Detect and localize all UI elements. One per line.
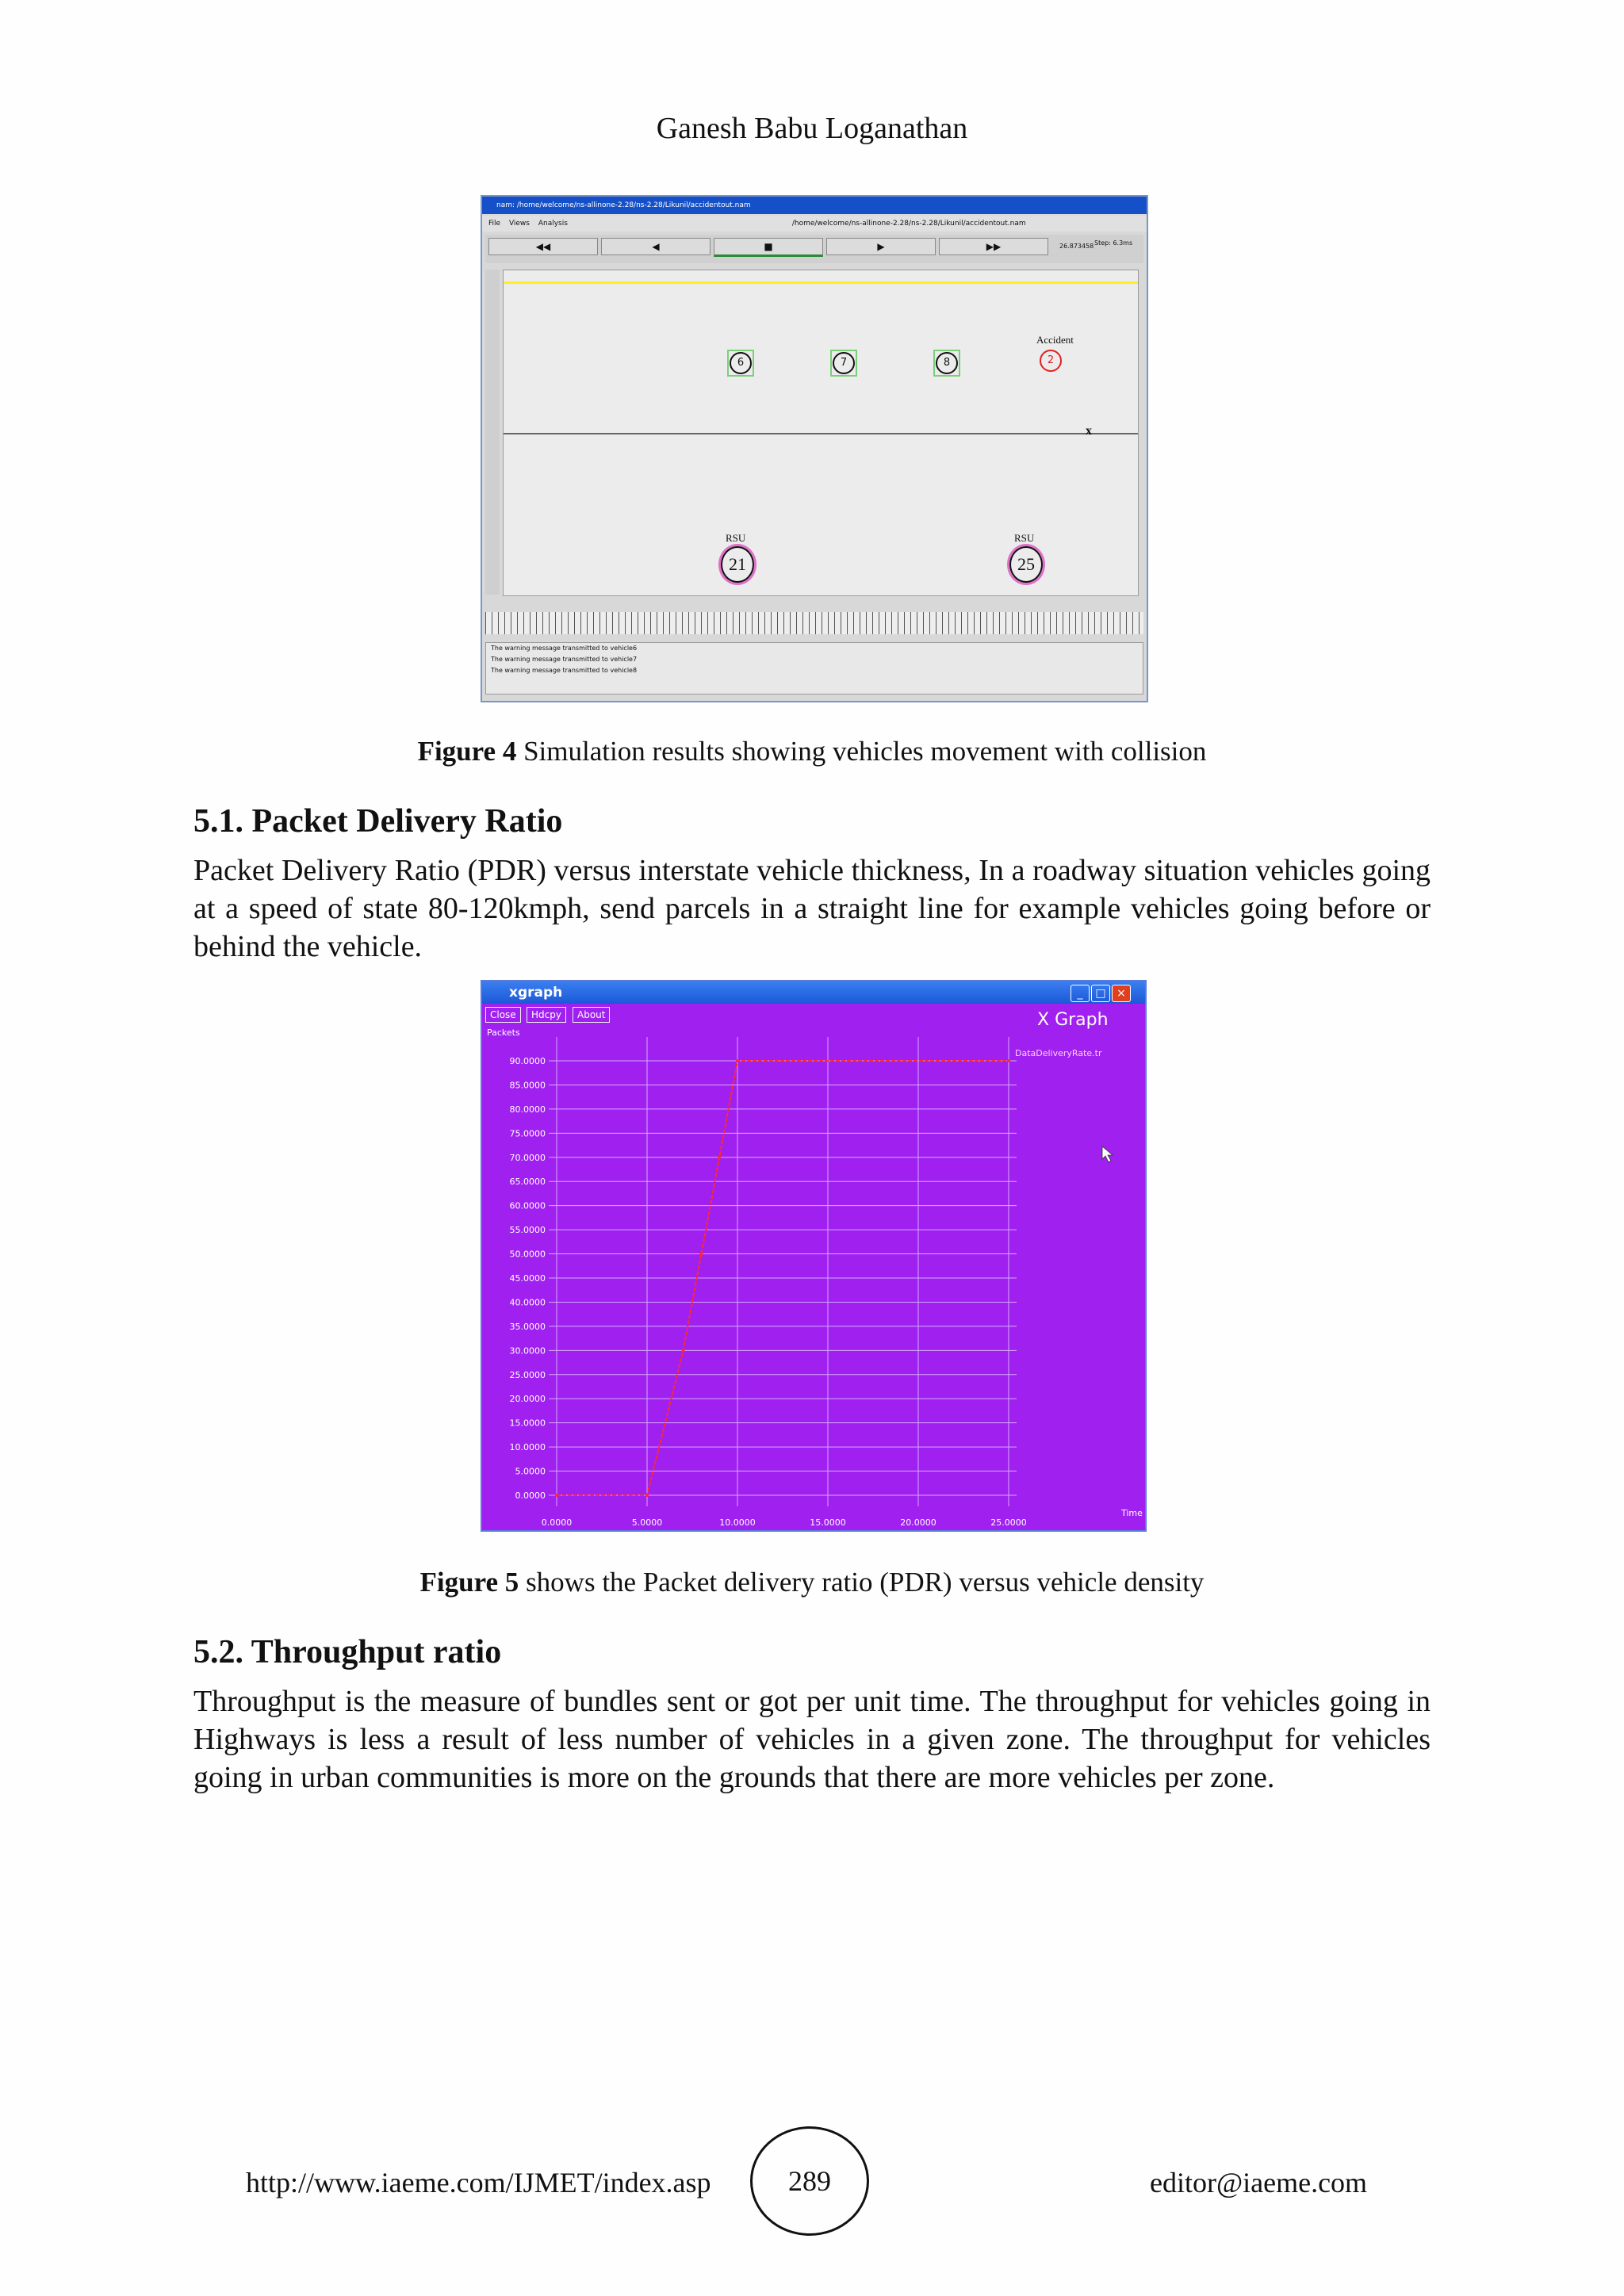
y-tick-label: 40.0000 [509,1297,546,1308]
road-boundary-top [504,281,1138,284]
stop-button[interactable]: ■ [714,238,823,257]
nam-file-path: /home/welcome/ns-allinone-2.28/ns-2.28/Likunil/accidentout.nam [791,220,1026,228]
y-tick-label: 15.0000 [509,1418,546,1429]
xgraph-title: xgraph [509,985,563,1001]
data-point [718,1156,721,1159]
y-tick-label: 10.0000 [509,1442,546,1453]
vehicle-node[interactable]: 7 [833,352,855,374]
x-tick-label: 20.0000 [900,1517,936,1528]
road-divider [504,433,1138,434]
fast-forward-button[interactable]: ▶▶ [939,238,1048,255]
y-tick-label: 50.0000 [509,1249,546,1260]
y-tick-label: 85.0000 [509,1080,546,1091]
running-header: Ganesh Babu Loganathan [656,112,968,145]
pdr-chart [482,982,1145,1530]
rsu-node[interactable]: 21 [721,546,754,583]
time-readout: 26.873458 [1059,243,1094,250]
close-button[interactable]: Close [485,1007,521,1023]
nam-side-tools[interactable] [485,270,500,595]
rsu-node[interactable]: 25 [1009,546,1043,583]
section-5-1-heading: 5.1. Packet Delivery Ratio [193,803,563,840]
maximize-icon[interactable]: □ [1091,985,1110,1002]
log-line: The warning message transmitted to vehicle7 [491,656,638,663]
x-tick-label: 0.0000 [541,1517,573,1528]
footer-email[interactable]: editor@iaeme.com [1150,2167,1368,2198]
rsu-label: RSU [726,532,746,544]
data-point [645,1494,649,1497]
page-number: 289 [750,2126,869,2236]
y-tick-label: 20.0000 [509,1394,546,1405]
legend-label: DataDeliveryRate.tr [1015,1048,1102,1058]
data-point [699,1253,703,1256]
y-tick-label: 25.0000 [509,1369,546,1380]
log-line: The warning message transmitted to vehicle8 [491,667,638,674]
x-tick-label: 15.0000 [810,1517,846,1528]
xgraph-brand: X Graph [1037,1010,1109,1030]
figure-4-label: Figure 4 [417,736,517,767]
vehicle-node[interactable]: 6 [730,352,752,374]
rsu-label: RSU [1014,532,1035,544]
menu-file[interactable]: File [488,220,501,228]
y-tick-label: 90.0000 [509,1056,546,1066]
nam-canvas[interactable] [503,270,1139,596]
figure-4-caption [0,736,1624,767]
y-tick-label: 80.0000 [509,1104,546,1115]
mouse-cursor-icon [1102,1146,1113,1162]
data-point [682,1349,685,1352]
data-point [555,1494,558,1497]
rewind-button[interactable]: ◀ [601,238,710,255]
rewind-fast-button[interactable]: ◀◀ [488,238,598,255]
data-point [736,1059,739,1062]
x-tick-label: 10.0000 [719,1517,756,1528]
y-tick-label: 75.0000 [509,1128,546,1139]
hardcopy-button[interactable]: Hdcpy [527,1007,566,1023]
x-tick-label: 5.0000 [631,1517,663,1528]
x-tick-label: 25.0000 [990,1517,1027,1528]
section-5-2-heading: 5.2. Throughput ratio [193,1634,502,1670]
section-5-1-paragraph: Packet Delivery Ratio (PDR) versus interstate vehicle thickness, In a roadway situation vehicles going at a speed of state 80-120kmph, send parcels in a straight line for example vehicles going before or behind the vehicle. [193,854,1431,963]
accident-node[interactable]: 2 [1040,350,1062,372]
y-tick-label: 65.0000 [509,1177,546,1188]
y-tick-label: 5.0000 [515,1466,546,1477]
y-tick-label: 45.0000 [509,1273,546,1284]
nam-window [481,195,1148,702]
nam-playback-controls [485,235,1143,263]
y-tick-label: 70.0000 [509,1152,546,1163]
menu-analysis[interactable]: Analysis [538,220,568,228]
menu-views[interactable]: Views [508,220,530,228]
time-slider[interactable] [485,612,1143,634]
y-tick-label: 0.0000 [515,1490,546,1501]
figure-4-text: Simulation results showing vehicles movement with collision [523,736,1207,767]
y-tick-label: 35.0000 [509,1321,546,1332]
about-button[interactable]: About [573,1007,610,1023]
accident-label: Accident [1036,334,1074,346]
data-point [1007,1059,1010,1062]
nam-menu-bar [482,216,1147,232]
nam-message-log [485,642,1143,695]
cross-mark: x [1086,424,1092,438]
nam-title-bar: nam: /home/welcome/ns-allinone-2.28/ns-2.28/Likunil/accidentout.nam [482,197,1147,214]
log-line: The warning message transmitted to vehicle6 [491,645,638,652]
footer-url[interactable]: http://www.iaeme.com/IJMET/index.asp [246,2167,711,2198]
figure-5-text: shows the Packet delivery ratio (PDR) versus vehicle density [526,1567,1205,1598]
y-axis-title: Packets [487,1027,520,1038]
section-5-2-paragraph: Throughput is the measure of bundles sent or got per unit time. The throughput for vehicles going in Highways is less a result of less number of vehicles in a given zone. The throughput for vehicles going in urban communities is more on the grounds that there are more vehicles per zone. [193,1685,1431,1794]
step-readout: Step: 6.3ms [1094,239,1133,247]
minimize-icon[interactable]: _ [1071,985,1090,1002]
y-tick-label: 60.0000 [509,1200,546,1211]
vehicle-node[interactable]: 8 [936,352,958,374]
figure-5-label: Figure 5 [419,1567,519,1598]
x-axis-title: Time [1121,1508,1143,1518]
xgraph-window [481,980,1147,1532]
play-button[interactable]: ▶ [826,238,936,255]
close-icon[interactable]: × [1112,985,1131,1002]
y-tick-label: 30.0000 [509,1345,546,1357]
y-tick-label: 55.0000 [509,1225,546,1236]
figure-5-caption [0,1567,1624,1598]
